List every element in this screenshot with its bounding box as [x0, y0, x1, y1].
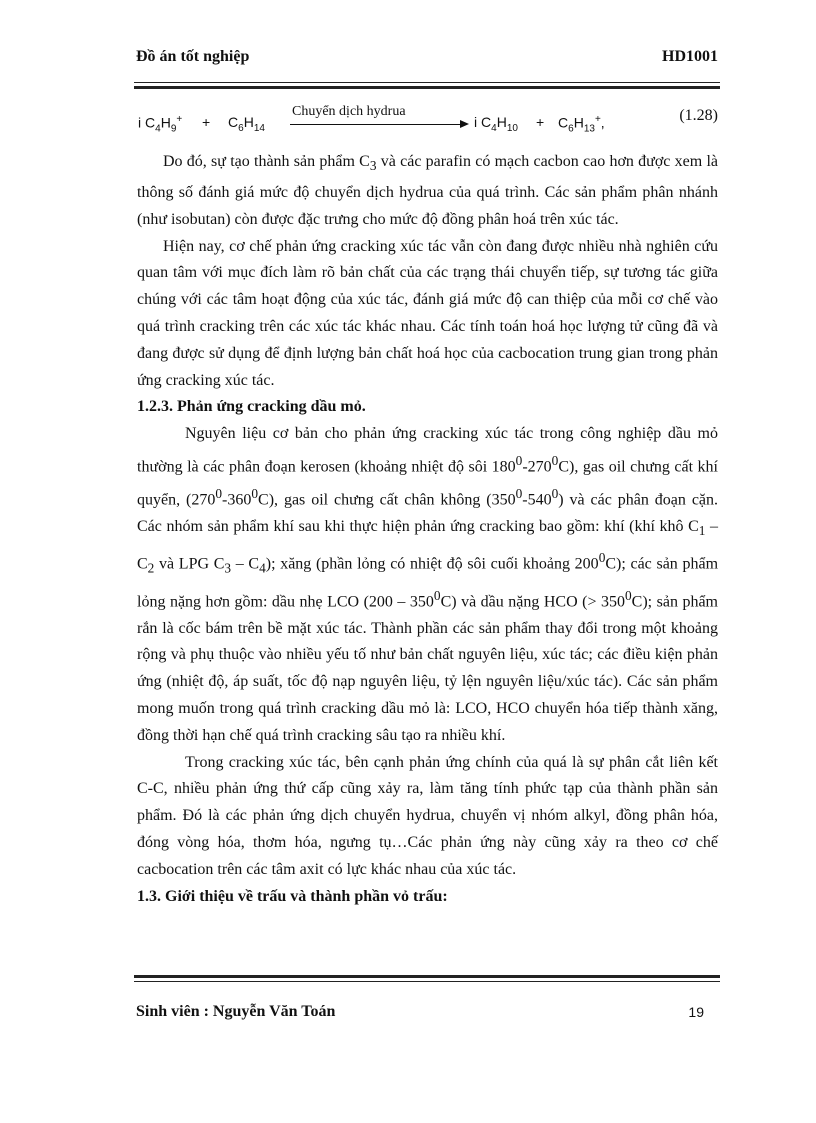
footer-rule-thick — [134, 975, 720, 978]
reaction-arrow — [290, 124, 462, 125]
section-heading-1-2-3: 1.2.3. Phản ứng cracking dầu mỏ. — [137, 398, 366, 416]
header-rule-thick — [134, 86, 720, 89]
paragraph-hydride-transfer: Do đó, sự tạo thành sản phẩm $C_3$ và các parafin có mạch cacbon cao hơn được xem là thông số đánh giá mức độ chuyển dịch hydrua của quá trình. Các sản phẩm phân nhánh (như isobutan) còn được đặc trưng cho mức độ đồng phân hoá trên xúc tác. — [137, 153, 719, 228]
plus-sign: + — [202, 114, 211, 130]
equation-1-28 — [138, 104, 718, 134]
plus-sign-2: + — [536, 114, 545, 130]
reactant-isobutyl-cation: i $C_4H_9^+$ — [138, 114, 183, 135]
header-title: Đồ án tốt nghiệp — [136, 48, 250, 65]
body-content — [137, 149, 718, 910]
reactant-hexane: $C_6H_{14}$ — [228, 114, 265, 134]
footer-student-name: Sinh viên : Nguyễn Văn Toán — [136, 1003, 336, 1020]
product-isobutane: i $C_4H_{10}$ — [474, 114, 518, 134]
paragraph-mechanism-research: Hiện nay, cơ chế phản ứng cracking xúc tác vẫn còn đang được nhiều nhà nghiên cứu quan tâm với mục đích làm rõ bản chất của các trạng thái chuyển tiếp, sự tương tác giữa chúng với các tâm hoạt động của xúc tác, đánh giá mức độ can thiệp của mỗi cơ chế vào quá trình cracking trên các xúc tác khác nhau. Các tính toán hoá học lượng tử cũng đã và đang được sử dụng để định lượng bản chất hoá học của cacbocation trung gian trong phản ứng cracking xúc tác. — [137, 237, 718, 389]
paragraph-secondary-reactions: Trong cracking xúc tác, bên cạnh phản ứng chính của quá là sự phân cắt liên kết C-C, nhiều phản ứng thứ cấp cũng xảy ra, làm tăng tính phức tạp của thành phần sản phẩm. Đó là các phản ứng dịch chuyển hydrua, chuyển vị nhóm alkyl, đồng phân hóa, đóng vòng hóa, thơm hóa, ngưng tụ…Các phản ứng này cũng xảy ra theo cơ chế cacbocation trên các tâm axit có lực khác nhau của xúc tác. — [137, 753, 718, 878]
header-rule-thin — [134, 82, 720, 83]
arrow-label: Chuyển dịch hydrua — [292, 104, 406, 119]
equation-number: (1.28) — [679, 107, 718, 124]
product-hexyl-cation: $C_6H_{13}^+$, — [558, 114, 605, 135]
section-heading-1-3: 1.3. Giới thiệu về trấu và thành phần vỏ trấu: — [137, 887, 448, 905]
reaction-arrow-head — [460, 120, 469, 128]
paragraph-feedstock: Nguyên liệu cơ bản cho phản ứng cracking xúc tác trong công nghiệp dầu mỏ thường là các phân đoạn kerosen (khoảng nhiệt độ sôi $180^0-270^0C$), gas oil chưng cất khí quyển, $(270^0-360^0C)$, gas oil chưng cất chân không $(350^0-540^0)$ và các phân đoạn cặn. Các nhóm sản phẩm khí sau khi thực hiện phản ứng cracking bao gồm: khí (khí khô $C_1 - C_2$ và LPG $C_3 - C_4$); xăng (phần lỏng có nhiệt độ sôi cuối khoảng $200^0C$); các sản phẩm lỏng nặng hơn gồm: dầu nhẹ LCO $(200 - 350^0C)$ và dầu nặng HCO (> $350^0C$); sản phẩm rắn là cốc bám trên bề mặt xúc tác. Thành phần các sản phẩm thay đổi trong một khoảng rộng và phụ thuộc vào nhiều yếu tố như bản chất nguyên liệu, xúc tác; các điều kiện phản ứng (nhiệt độ, áp suất, tốc độ nạp nguyên liệu, tỷ lện nguyên liệu/xúc tác). Các sản phẩm mong muốn trong quá trình cracking dầu mỏ là: LCO, HCO chuyển hóa tiếp thành xăng, đồng thời hạn chế quá trình cracking sâu tạo ra nhiều khí. — [137, 425, 719, 744]
header-code: HD1001 — [662, 48, 718, 65]
page-number: 19 — [688, 1004, 704, 1020]
footer-rule-thin — [134, 981, 720, 982]
